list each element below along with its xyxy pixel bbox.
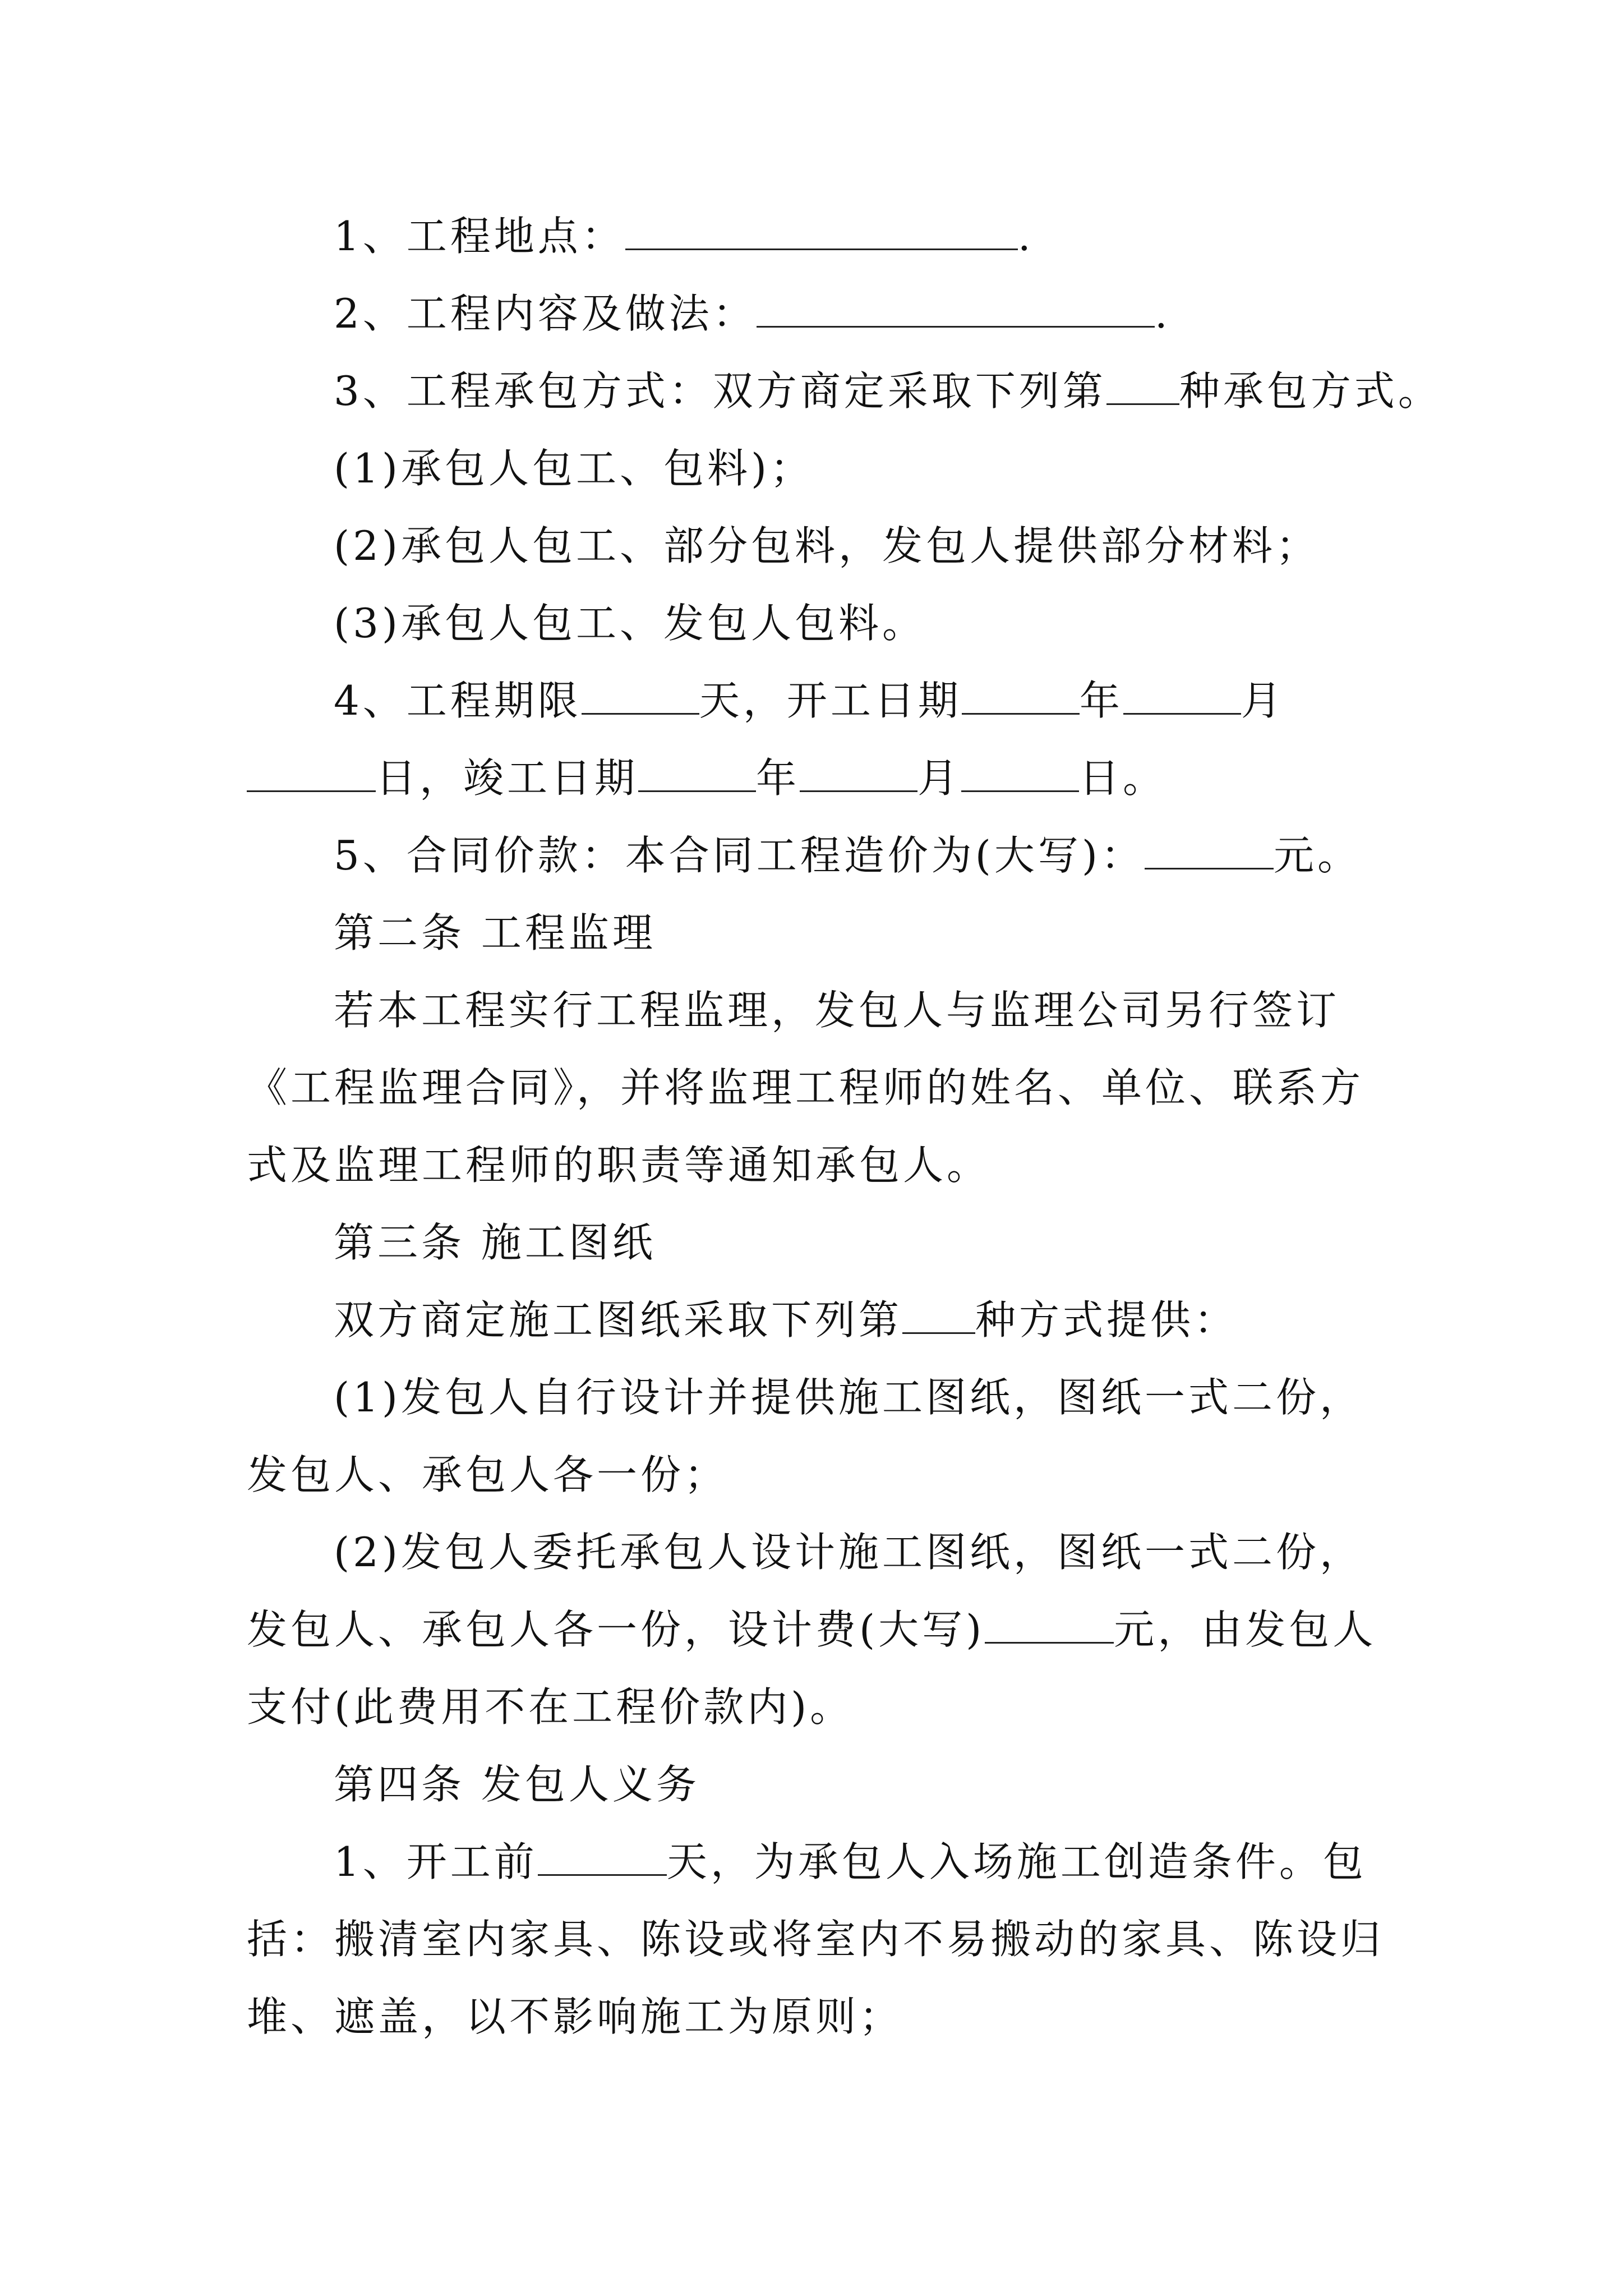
text-segment: 式及监理工程师的职责等通知承包人。 bbox=[247, 1142, 991, 1189]
text-segment: 天，开工日期 bbox=[699, 677, 962, 724]
text-segment: 种方式提供： bbox=[975, 1296, 1238, 1343]
text-line bbox=[247, 894, 1385, 972]
text-line bbox=[247, 507, 1385, 585]
text-line bbox=[247, 1513, 1385, 1591]
text-line bbox=[247, 352, 1442, 430]
text-segment: 种承包方式。 bbox=[1179, 367, 1442, 415]
text-segment: . bbox=[1154, 290, 1171, 337]
text-line bbox=[247, 1281, 1385, 1359]
text-segment: 元。 bbox=[1274, 832, 1362, 879]
text-segment: 4、工程期限 bbox=[334, 677, 582, 724]
text-segment: 双方商定施工图纸采取下列第 bbox=[334, 1296, 903, 1343]
fill-in-blank bbox=[961, 752, 1079, 792]
text-segment: (1)承包人包工、包料)； bbox=[334, 445, 814, 492]
contract-text bbox=[247, 197, 1442, 2055]
fill-in-blank bbox=[538, 1836, 667, 1876]
fill-in-blank bbox=[962, 675, 1080, 715]
text-segment: 2、工程内容及做法： bbox=[334, 290, 757, 337]
fill-in-blank bbox=[625, 210, 1018, 250]
text-line bbox=[247, 1746, 1385, 1823]
fill-in-blank bbox=[757, 288, 1155, 328]
text-segment: 日，竣工日期 bbox=[376, 754, 639, 802]
text-segment: 支付(此费用不在工程价款内)。 bbox=[247, 1683, 854, 1731]
text-segment: (1)发包人自行设计并提供施工图纸，图纸一式二份， bbox=[334, 1374, 1363, 1421]
text-line bbox=[247, 972, 1385, 1049]
text-line bbox=[247, 1436, 1385, 1513]
text-segment: 月 bbox=[917, 754, 962, 802]
text-segment: 5、合同价款：本合同工程造价为(大写)： bbox=[334, 832, 1145, 879]
text-segment: 括：搬清室内家具、陈设或将室内不易搬动的家具、陈设归 bbox=[247, 1916, 1385, 1963]
text-line bbox=[247, 817, 1385, 894]
fill-in-blank bbox=[1145, 830, 1274, 869]
text-segment: (3)承包人包工、发包人包料。 bbox=[334, 600, 926, 647]
text-line bbox=[247, 1204, 1385, 1281]
text-segment: 年 bbox=[1079, 677, 1123, 724]
fill-in-blank bbox=[902, 1294, 975, 1334]
text-segment: (2)承包人包工、部分包料，发包人提供部分材料； bbox=[334, 522, 1320, 569]
text-segment: 第二条 工程监理 bbox=[334, 909, 656, 956]
fill-in-blank bbox=[800, 752, 917, 792]
text-line bbox=[247, 197, 1385, 275]
text-line bbox=[247, 1126, 1385, 1204]
text-line bbox=[247, 662, 1385, 739]
text-segment: 月 bbox=[1241, 677, 1285, 724]
text-line bbox=[247, 1978, 1385, 2055]
text-line bbox=[247, 430, 1385, 507]
text-segment: 《工程监理合同》，并将监理工程师的姓名、单位、联系方 bbox=[247, 1064, 1364, 1111]
fill-in-blank bbox=[247, 752, 376, 792]
text-line bbox=[247, 1591, 1385, 1668]
text-line bbox=[247, 1823, 1385, 1901]
text-line bbox=[247, 1049, 1385, 1126]
fill-in-blank bbox=[985, 1604, 1114, 1644]
text-segment: 发包人、承包人各一份； bbox=[247, 1451, 728, 1498]
text-line bbox=[247, 739, 1385, 817]
text-segment: 元，由发包人 bbox=[1114, 1606, 1377, 1653]
fill-in-blank bbox=[1123, 675, 1241, 715]
text-segment: (2)发包人委托承包人设计施工图纸，图纸一式二份， bbox=[334, 1529, 1363, 1576]
text-line bbox=[247, 1359, 1385, 1436]
text-line bbox=[247, 275, 1385, 352]
text-segment: 若本工程实行工程监理，发包人与监理公司另行签订 bbox=[334, 987, 1340, 1034]
text-line bbox=[247, 585, 1385, 662]
text-segment: 3、工程承包方式：双方商定采取下列第 bbox=[334, 367, 1106, 415]
text-line bbox=[247, 1901, 1385, 1978]
fill-in-blank bbox=[1106, 365, 1179, 405]
text-segment: 年 bbox=[756, 754, 800, 802]
text-line bbox=[247, 1668, 1385, 1746]
text-segment: . bbox=[1017, 213, 1034, 260]
text-segment: 天，为承包人入场施工创造条件。包 bbox=[666, 1838, 1367, 1885]
text-segment: 堆、遮盖，以不影响施工为原则； bbox=[247, 1993, 903, 2040]
text-segment: 日。 bbox=[1079, 754, 1167, 802]
fill-in-blank bbox=[638, 752, 756, 792]
text-segment: 发包人、承包人各一份，设计费(大写) bbox=[247, 1606, 985, 1653]
text-segment: 第三条 施工图纸 bbox=[334, 1219, 656, 1266]
fill-in-blank bbox=[582, 675, 699, 715]
text-segment: 第四条 发包人义务 bbox=[334, 1761, 700, 1808]
text-segment: 1、工程地点： bbox=[334, 213, 625, 260]
text-segment: 1、开工前 bbox=[334, 1838, 538, 1885]
